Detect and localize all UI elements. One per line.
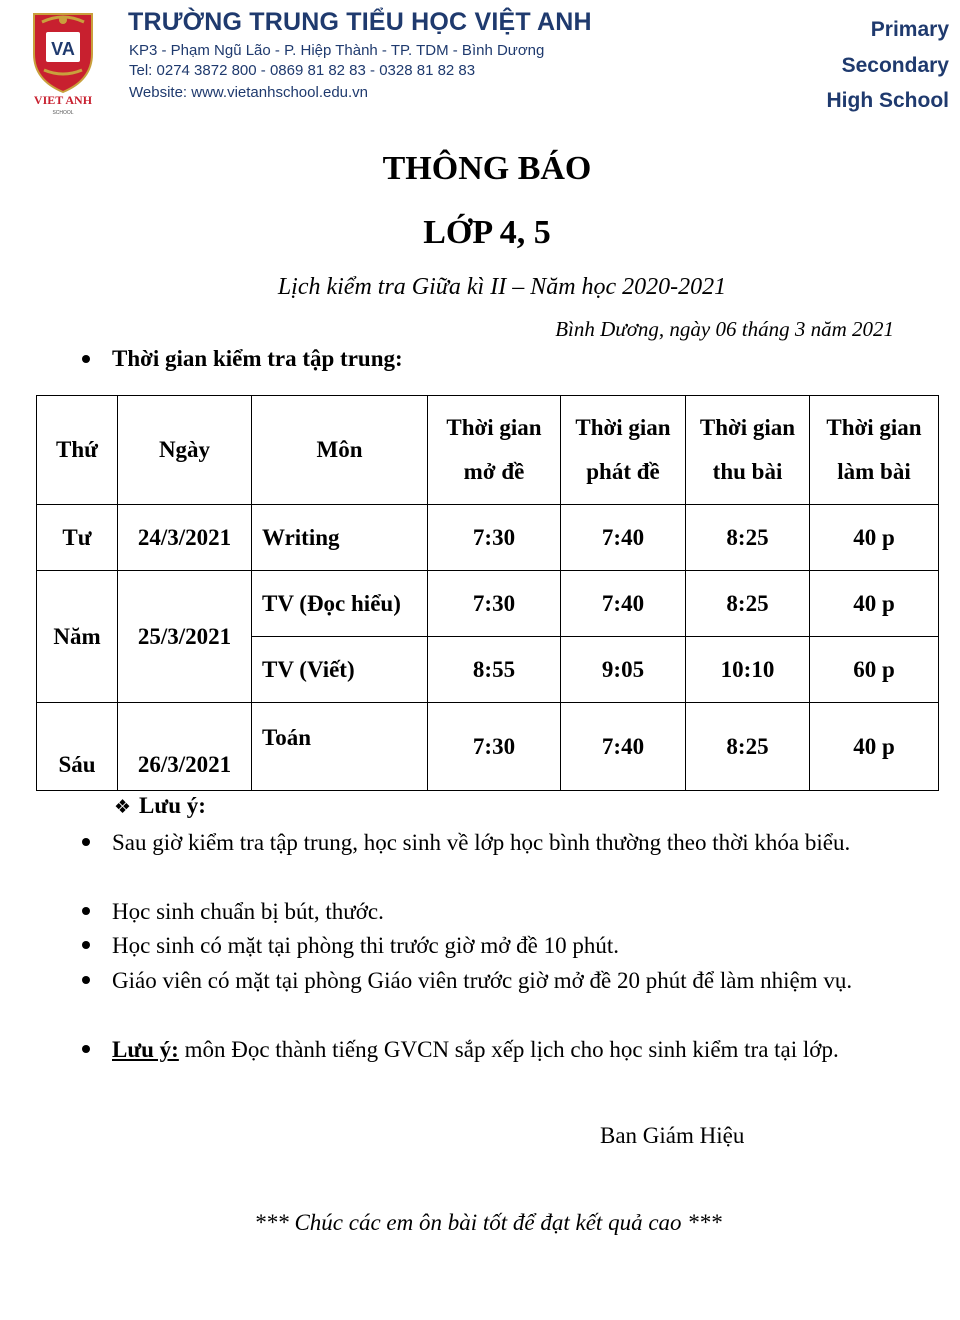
table-row bbox=[37, 571, 939, 637]
cell-open: 7:30 bbox=[428, 571, 561, 637]
cell-date: 26/3/2021 bbox=[118, 703, 252, 791]
header-collect-line1: Thời gian bbox=[699, 415, 796, 440]
bullet-icon bbox=[82, 838, 90, 846]
cell-collect: 8:25 bbox=[686, 505, 810, 571]
bullet-icon bbox=[82, 1045, 90, 1053]
school-website: Website: www.vietanhschool.edu.vn bbox=[129, 84, 369, 101]
notes-heading bbox=[114, 793, 206, 819]
dateline: Bình Dương, ngày 06 tháng 3 năm 2021 bbox=[555, 317, 894, 341]
cell-date: 25/3/2021 bbox=[118, 571, 252, 703]
level-secondary: Secondary bbox=[841, 53, 949, 77]
cell-duration: 40 p bbox=[810, 505, 939, 571]
cell-collect: 10:10 bbox=[686, 637, 810, 703]
exam-title: Lịch kiểm tra Giữa kì II – Năm học 2020-2021 bbox=[277, 274, 727, 300]
diamond-bullet-icon: ❖ bbox=[114, 796, 132, 818]
header-hand-line1: Thời gian bbox=[575, 415, 671, 440]
table-header-row bbox=[37, 396, 939, 505]
bullet-icon bbox=[82, 907, 90, 915]
cell-open: 7:30 bbox=[428, 505, 561, 571]
cell-collect: 8:25 bbox=[686, 571, 810, 637]
header-open-line1: Thời gian bbox=[446, 415, 542, 440]
bullet-icon bbox=[82, 941, 90, 949]
school-logo bbox=[30, 8, 96, 118]
header-collect-line2: thu bài bbox=[712, 459, 783, 484]
cell-hand: 7:40 bbox=[561, 703, 686, 791]
school-phone: Tel: 0274 3872 800 - 0869 81 82 83 - 0328 81 82 83 bbox=[129, 62, 476, 79]
header-day: Thứ bbox=[37, 396, 118, 505]
cell-open: 8:55 bbox=[428, 637, 561, 703]
cell-duration: 60 p bbox=[810, 637, 939, 703]
notice-title: THÔNG BÁO bbox=[382, 150, 592, 187]
header-date: Ngày bbox=[118, 396, 252, 505]
note-item: Sau giờ kiểm tra tập trung, học sinh về lớp học bình thường theo thời khóa biểu. bbox=[112, 830, 851, 855]
cell-date: 24/3/2021 bbox=[118, 505, 252, 571]
cell-day: Năm bbox=[37, 571, 118, 703]
note-last-label: Lưu ý: bbox=[112, 1037, 179, 1062]
cell-subject: TV (Viết) bbox=[252, 637, 428, 703]
cell-collect: 8:25 bbox=[686, 703, 810, 791]
cell-subject: Writing bbox=[252, 505, 428, 571]
logo-text: VIET ANH bbox=[33, 93, 93, 107]
note-item: Học sinh có mặt tại phòng thi trước giờ mở đề 10 phút. bbox=[112, 933, 619, 958]
cell-hand: 7:40 bbox=[561, 505, 686, 571]
bullet-icon bbox=[82, 355, 90, 363]
cell-duration: 40 p bbox=[810, 703, 939, 791]
note-item: Học sinh chuẩn bị bút, thước. bbox=[112, 899, 384, 924]
cell-open: 7:30 bbox=[428, 703, 561, 791]
bullet-icon bbox=[82, 976, 90, 984]
cell-duration: 40 p bbox=[810, 571, 939, 637]
logo-subtext: SCHOOL bbox=[52, 110, 74, 116]
note-item: Giáo viên có mặt tại phòng Giáo viên trước giờ mở đề 20 phút để làm nhiệm vụ. bbox=[112, 968, 853, 993]
school-name: TRƯỜNG TRUNG TIỂU HỌC VIỆT ANH bbox=[128, 8, 592, 36]
cell-hand: 9:05 bbox=[561, 637, 686, 703]
notes-heading-label: Lưu ý: bbox=[139, 793, 206, 818]
header-duration bbox=[810, 396, 939, 505]
header-subject: Môn bbox=[252, 396, 428, 505]
level-primary: Primary bbox=[870, 18, 949, 41]
header-work-line2: làm bài bbox=[837, 459, 911, 484]
logo-mark: VA bbox=[51, 39, 75, 59]
header-hand-out-time bbox=[561, 396, 686, 505]
table-row bbox=[37, 505, 939, 571]
header-hand-line2: phát đề bbox=[586, 459, 660, 484]
cell-subject: TV (Đọc hiểu) bbox=[252, 571, 428, 637]
signature: Ban Giám Hiệu bbox=[600, 1123, 745, 1148]
school-address: KP3 - Phạm Ngũ Lão - P. Hiệp Thành - TP. TDM - Bình Dương bbox=[129, 42, 545, 59]
note-last-text: môn Đọc thành tiếng GVCN sắp xếp lịch cho học sinh kiểm tra tại lớp. bbox=[178, 1037, 839, 1062]
cell-subject: Toán bbox=[252, 703, 428, 791]
cell-hand: 7:40 bbox=[561, 571, 686, 637]
section-heading: Thời gian kiểm tra tập trung: bbox=[112, 346, 403, 371]
closing-message: *** Chúc các em ôn bài tốt để đạt kết quả cao *** bbox=[254, 1210, 722, 1235]
header-work-line1: Thời gian bbox=[826, 415, 922, 440]
level-high-school: High School bbox=[826, 89, 949, 112]
school-levels bbox=[827, 12, 950, 119]
cell-day: Tư bbox=[37, 505, 118, 571]
class-title: LỚP 4, 5 bbox=[423, 214, 551, 251]
header-open-time bbox=[428, 396, 561, 505]
note-item-last bbox=[112, 1033, 892, 1067]
header-collect-time bbox=[686, 396, 810, 505]
header-open-line2: mở đề bbox=[463, 459, 525, 484]
cell-day: Sáu bbox=[37, 703, 118, 791]
exam-schedule-table bbox=[36, 395, 939, 791]
table-row bbox=[37, 703, 939, 791]
